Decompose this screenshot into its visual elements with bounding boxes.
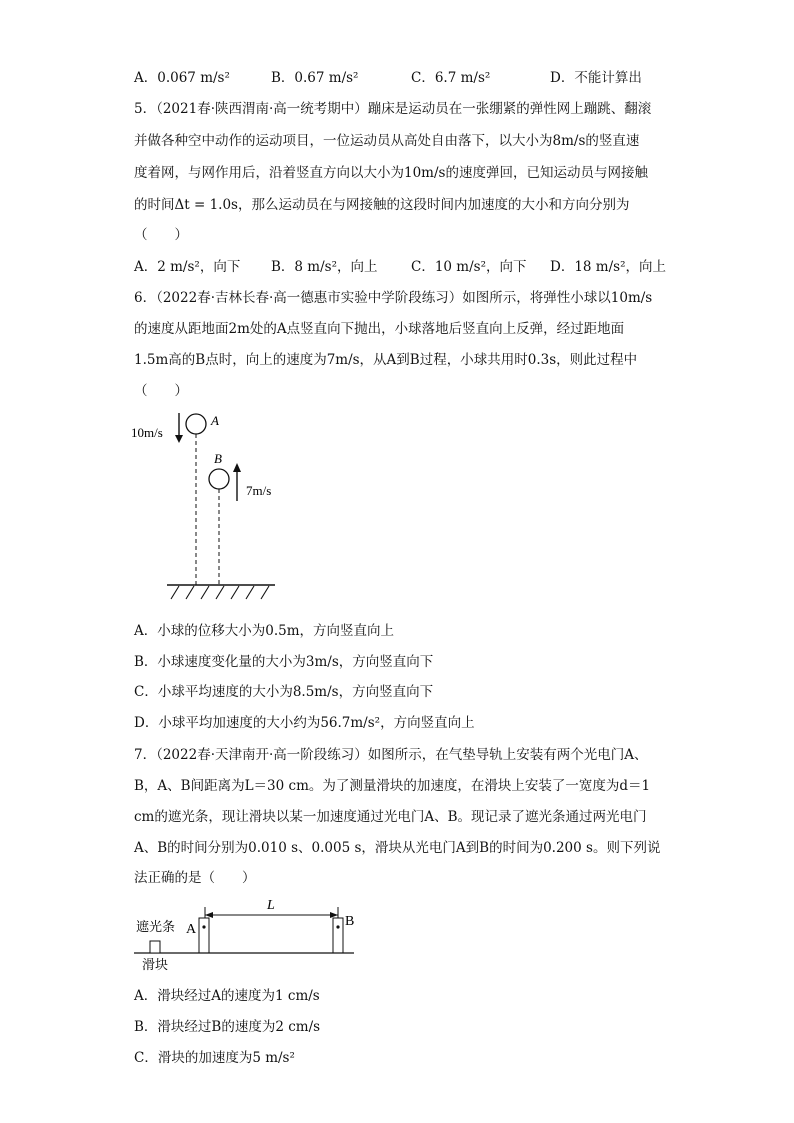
q5-stem-line-4: 的时间Δt = 1.0s，那么运动员在与网接触的这段时间内加速度的大小和方向分别为 — [134, 197, 630, 213]
q6-option-a: A．小球的位移大小为0.5m，方向竖直向上 — [134, 623, 395, 639]
label-point-a: A — [211, 413, 219, 428]
up-arrow-icon — [233, 463, 241, 472]
label-gate-a: A — [186, 922, 197, 937]
label-slider: 滑块 — [142, 957, 169, 972]
q7-option-a: A．滑块经过A的速度为1 cm/s — [134, 988, 320, 1004]
speed-label-a: 10m/s — [131, 425, 163, 440]
label-length: L — [267, 898, 275, 913]
ball-b — [209, 469, 229, 489]
q5-stem-line-3: 度着网，与网作用后，沿着竖直方向以大小为10m/s的速度弹回，已知运动员与网接触 — [134, 165, 648, 181]
label-gate-b: B — [345, 914, 355, 929]
q6-stem-line-2: 的速度从距地面2m处的A点竖直向下抛出，小球落地后竖直向上反弹，经过距地面 — [134, 321, 625, 337]
q6-ball-figure — [125, 405, 295, 605]
photogate-a — [199, 918, 209, 953]
q5-option-d: D．18 m/s²，向上 — [550, 259, 666, 275]
q7-option-c: C．滑块的加速度为5 m/s² — [134, 1050, 295, 1066]
q7-option-b: B．滑块经过B的速度为2 cm/s — [134, 1019, 321, 1035]
q4-option-d: D．不能计算出 — [550, 70, 642, 86]
q4-option-c: C．6.7 m/s² — [411, 70, 491, 86]
slider-block — [150, 941, 160, 953]
q4-option-a: A．0.067 m/s² — [134, 70, 230, 86]
label-point-b: B — [214, 451, 222, 466]
q7-stem-line-3: cm的遮光条，现让滑块以某一加速度通过光电门A、B。现记录了遮光条通过两光电门 — [134, 809, 647, 825]
ball-a — [186, 414, 206, 434]
q5-stem-line-2: 并做各种空中动作的运动项目，一位运动员从高处自由落下，以大小为8m/s的竖直速 — [134, 133, 640, 149]
speed-label-b: 7m/s — [246, 483, 272, 498]
q6-stem-line-1: 6．（2022春·吉林长春·高一德惠市实验中学阶段练习）如图所示，将弹性小球以10m/s — [134, 290, 653, 306]
q7-stem-line-2: B，A、B间距离为L＝30 cm。为了测量滑块的加速度，在滑块上安装了一宽度为d＝1 — [134, 778, 651, 794]
q6-stem-line-3: 1.5m高的B点时，向上的速度为7m/s，从A到B过程，小球共用时0.3s，则此过程中 — [134, 352, 638, 368]
label-shade-strip: 遮光条 — [136, 919, 176, 934]
q5-option-c: C．10 m/s²，向下 — [411, 259, 527, 275]
q4-option-b: B．0.67 m/s² — [271, 70, 359, 86]
q5-option-a: A．2 m/s²，向下 — [134, 259, 241, 275]
q6-option-b: B．小球速度变化量的大小为3m/s，方向竖直向下 — [134, 654, 434, 670]
q5-answer-blank: （ ） — [134, 227, 188, 243]
q7-track-figure — [130, 893, 370, 973]
q7-stem-line-1: 7．（2022春·天津南开·高一阶段练习）如图所示，在气垫导轨上安装有两个光电门A、 — [134, 747, 648, 763]
photogate-b — [333, 918, 343, 953]
length-arrow-right-icon — [330, 912, 338, 918]
down-arrow-icon — [175, 435, 183, 443]
ground-hatch — [171, 586, 269, 599]
length-arrow-left-icon — [205, 912, 213, 918]
q7-stem-line-5: 法正确的是（ ） — [134, 870, 256, 886]
q6-option-d: D．小球平均加速度的大小约为56.7m/s²，方向竖直向上 — [134, 715, 475, 731]
q6-option-c: C．小球平均速度的大小为8.5m/s，方向竖直向下 — [134, 684, 434, 700]
q5-option-b: B．8 m/s²，向上 — [271, 259, 378, 275]
q5-stem-line-1: 5．（2021春·陕西渭南·高一统考期中）蹦床是运动员在一张绷紧的弹性网上蹦跳、翻滚 — [134, 101, 652, 117]
q7-stem-line-4: A、B的时间分别为0.010 s、0.005 s，滑块从光电门A到B的时间为0.200 s。则下列说 — [134, 840, 661, 856]
q6-answer-blank: （ ） — [134, 383, 188, 399]
